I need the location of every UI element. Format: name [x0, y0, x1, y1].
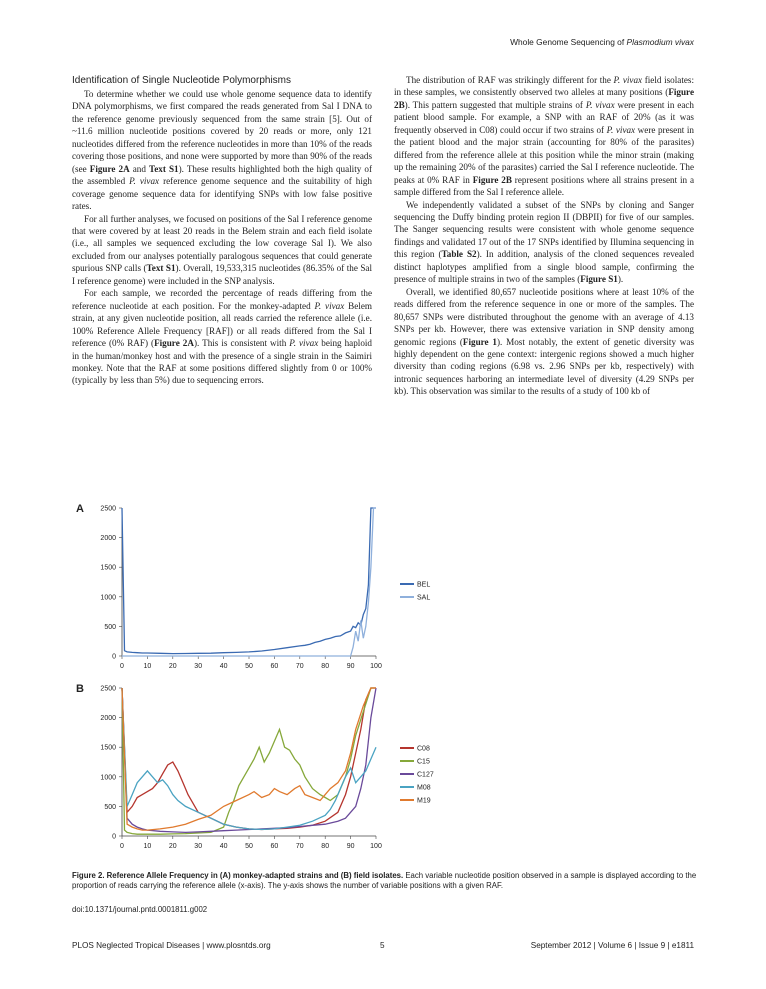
text-run: ). Most notably, the extent of genetic diversity was highly dependent on the gene context: intergenic regions showed a much higher diversity than coding regions (6.98 vs. 2.96 SNPs per kb, respectively) with intronic sequences harboring an intermediate level of diversity (4.29 SNPs per kb). This observation was similar to the results of a study of 100 kb of — [394, 336, 694, 397]
legend-label-c127: C127 — [417, 771, 434, 779]
text-run: We independently validated a subset of the SNPs by cloning and Sanger sequencing the Duffy binding protein region II (DBPII) for five of our samples. The Sanger sequencing results were consistent with whole genome sequence findings and validated 17 out of the 17 SNPs identified by Illumina sequencing in this region ( — [394, 199, 694, 260]
legend-label-c15: C15 — [417, 758, 430, 766]
x-tick-label: 90 — [346, 663, 355, 670]
x-tick-label: 30 — [194, 843, 203, 850]
x-tick-label: 60 — [270, 663, 279, 670]
series-line-c08 — [122, 688, 376, 830]
x-tick-label: 10 — [143, 663, 152, 670]
x-tick-label: 40 — [219, 843, 228, 850]
y-tick-label: 2000 — [100, 535, 116, 543]
x-tick-label: 100 — [370, 663, 382, 670]
figure-ref[interactable]: Figure 1 — [462, 336, 497, 347]
series-line-m08 — [122, 688, 376, 830]
y-tick-label: 0 — [112, 833, 116, 841]
y-tick-label: 500 — [104, 803, 116, 811]
x-tick-label: 40 — [219, 663, 228, 670]
y-tick-label: 0 — [112, 653, 116, 661]
y-tick-label: 2500 — [100, 505, 116, 513]
left-paragraph-1 — [72, 88, 372, 213]
x-tick-label: 20 — [168, 843, 177, 850]
x-tick-label: 50 — [245, 843, 253, 850]
panel-label-A: A — [76, 503, 84, 515]
running-head — [510, 37, 694, 47]
species-name: P. vivax — [613, 75, 643, 85]
species-name: P. vivax — [289, 338, 319, 349]
species-name: P. vivax — [585, 99, 615, 110]
x-tick-label: 30 — [194, 663, 203, 670]
right-column — [394, 74, 694, 398]
supplement-ref[interactable]: Text S1 — [148, 163, 179, 174]
panel-label-B: B — [76, 683, 84, 695]
caption-body: Each variable nucleotide position observed in a sample is displayed according to the proportion of reads carrying the reference allele (x-axis). The y-axis shows the number of variable positions with a given RAF. — [72, 871, 697, 891]
legend-label-c08: C08 — [417, 745, 430, 753]
text-run: reference genome sequence and the suitability of high coverage genome sequence data for identifying SNPs with low false positive rates. — [72, 176, 372, 212]
right-paragraph-1 — [394, 74, 694, 199]
x-tick-label: 80 — [321, 663, 330, 670]
text-run: Belem strain, at any given nucleotide position, all reads carried the reference allele (i.e. 100% Reference Allele Frequency [RAF]) or all reads differed from the Sal I reference (0% RAF) ( — [72, 300, 372, 349]
left-column — [72, 74, 372, 387]
footer-page-number: 5 — [380, 941, 385, 950]
text-run: The distribution of RAF was strikingly different for the — [406, 75, 614, 85]
text-run: represent positions where all strains present in a sample differed from the Sal I reference allele. — [394, 174, 694, 198]
table-ref[interactable]: Table S2 — [441, 249, 477, 260]
figure-ref[interactable]: Figure 2A — [89, 163, 130, 174]
legend-label-m19: M19 — [417, 797, 431, 805]
text-run: ). — [617, 274, 624, 285]
legend-label-bel: BEL — [417, 581, 431, 589]
series-line-bel — [122, 508, 376, 654]
text-run: ). In addition, analysis of the cloned sequences revealed distinct haplotypes amplified from a single blood sample, confirming the presence of multiple strains in two of the samples ( — [394, 249, 695, 285]
left-paragraph-3 — [72, 287, 372, 387]
x-tick-label: 90 — [346, 843, 355, 850]
species-name: P. vivax — [606, 124, 636, 135]
series-line-sal — [122, 508, 376, 656]
y-tick-label: 1500 — [100, 744, 116, 752]
text-run: being haploid in the human/monkey host and with the presence of a single strain in the Saimiri monkey. Note that the RAF at some positions differed slightly from 0 or 100% (typically by less than 5%) due to sequencing errors. — [72, 338, 372, 386]
x-tick-label: 70 — [295, 843, 304, 850]
text-run: For each sample, we recorded the percentage of reads differing from the reference nucleotide at each position. For the monkey-adapted — [72, 288, 372, 311]
left-paragraph-2 — [72, 213, 372, 288]
figure-doi[interactable]: doi:10.1371/journal.pntd.0001811.g002 — [72, 905, 208, 914]
text-run: To determine whether we could use whole genome sequence data to identify DNA polymorphisms, we first compared the reads generated from Sal I DNA to the reference genome previously sequenced from the same strain [5]. Out of ~11.6 million nucleotide positions covered by 20 reads or more, only 121 nucleotides differed from the reference nucleotides in more than 10% of the reads covering those positions, and none were supported by more than 90% of the reads (see — [72, 89, 372, 174]
text-run: and — [129, 163, 149, 174]
figure-ref[interactable]: Figure 2B — [394, 87, 694, 110]
text-run: ). This pattern suggested that multiple strains of — [404, 99, 586, 110]
y-tick-label: 2000 — [100, 715, 116, 723]
text-run: ). These results highlighted both the high quality of the assembled — [72, 163, 372, 187]
right-paragraph-2 — [394, 199, 694, 286]
x-tick-label: 10 — [143, 843, 152, 850]
figure-2-charts — [72, 496, 702, 866]
x-tick-label: 70 — [295, 663, 304, 670]
species-name: P. vivax — [129, 176, 160, 187]
x-tick-label: 0 — [120, 663, 124, 670]
footer-journal[interactable]: PLOS Neglected Tropical Diseases | www.plosntds.org — [72, 941, 271, 950]
running-head-prefix: Whole Genome Sequencing of — [510, 37, 627, 47]
x-tick-label: 20 — [168, 663, 177, 670]
x-tick-label: 80 — [321, 843, 330, 850]
figure-ref[interactable]: Figure 2A — [154, 338, 194, 349]
x-tick-label: 50 — [245, 663, 253, 670]
y-tick-label: 500 — [104, 623, 116, 631]
text-run: were present in the patient blood and the major strain (accounting for 80% of the parasites) differed from the reference allele at this position while the minor strain (making up the remaining 20% of the parasites) carried the Sal I reference nucleotide. The peaks at 0% RAF in — [394, 124, 694, 185]
text-run: For all further analyses, we focused on positions of the Sal I reference genome that were covered by at least 20 reads in the Belem strain and each field isolate (i.e., all samples we sequenced excluding the low coverage Sal I). We also excluded from our analyses potentially paralogous sequences that could generate spurious SNP calls ( — [72, 213, 372, 274]
figure-ref[interactable]: Figure 2B — [472, 174, 512, 185]
running-head-species: Plasmodium vivax — [626, 37, 694, 47]
figure-caption — [72, 871, 700, 891]
species-name: P. vivax — [314, 300, 345, 311]
caption-title: Figure 2. Reference Allele Frequency in (A) monkey-adapted strains and (B) field isolates. — [72, 871, 404, 880]
x-tick-label: 0 — [120, 843, 124, 850]
supplement-ref[interactable]: Text S1 — [146, 263, 176, 274]
series-line-m19 — [122, 688, 376, 830]
text-run: Overall, we identified 80,657 nucleotide positions where at least 10% of the reads differed from the reference sequence in one or more of the samples. The 80,657 SNPs were distributed throughout the genome with an average of 4.13 SNPs per kb. However, there was extensive variation in SNP density among genomic regions ( — [394, 286, 694, 347]
text-run: were present in each patient blood sample. For example, a SNP with an RAF of 20% (as it was frequently observed in C08) could occur if two strains of — [394, 99, 694, 135]
footer-issue: September 2012 | Volume 6 | Issue 9 | e1811 — [530, 941, 694, 950]
legend-label-m08: M08 — [417, 784, 431, 792]
right-paragraph-3 — [394, 286, 694, 398]
section-heading: Identification of Single Nucleotide Polymorphisms — [72, 75, 291, 86]
text-run: ). Overall, 19,533,315 nucleotides (86.35% of the Sal I reference genome) were included in the SNP analysis. — [72, 263, 372, 286]
y-tick-label: 1500 — [100, 564, 116, 572]
y-tick-label: 1000 — [100, 594, 116, 602]
text-run: field isolates: in these samples, we consistently observed two alleles at many positions ( — [394, 75, 694, 98]
x-tick-label: 100 — [370, 843, 382, 850]
figure-2 — [72, 496, 702, 866]
figure-ref[interactable]: Figure S1 — [580, 274, 618, 285]
y-tick-label: 2500 — [100, 685, 116, 693]
legend-label-sal: SAL — [417, 594, 431, 602]
y-tick-label: 1000 — [100, 774, 116, 782]
text-run: ). This is consistent with — [193, 338, 290, 349]
x-tick-label: 60 — [270, 843, 279, 850]
